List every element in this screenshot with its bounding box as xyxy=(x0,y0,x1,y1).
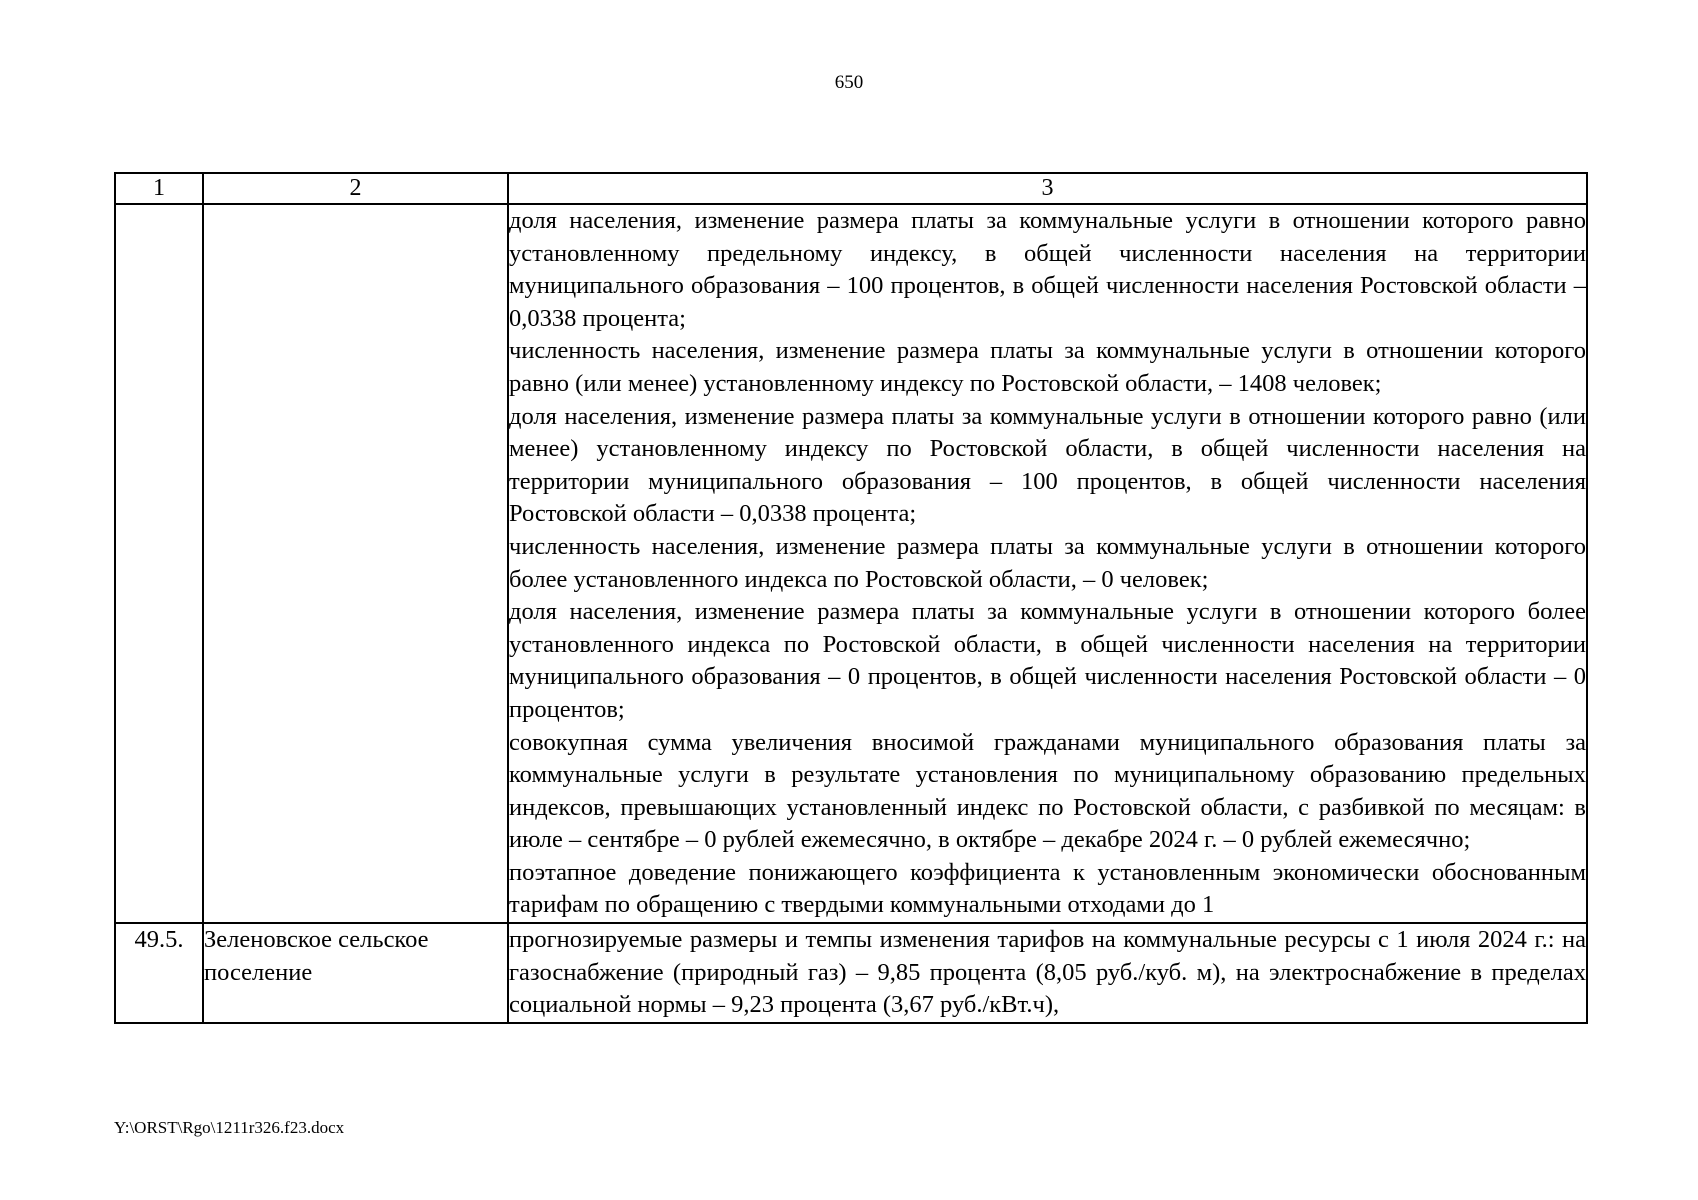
header-col-1: 1 xyxy=(115,173,203,204)
file-path-footer: Y:\ORST\Rgo\1211r326.f23.docx xyxy=(114,1118,345,1137)
paragraph: поэтапное доведение понижающего коэффициента к установленным экономически обоснованным тарифам по обращению с твердыми коммунальными отходами до 1 xyxy=(509,858,1586,919)
row-text-cell xyxy=(508,204,1587,923)
table-header-row xyxy=(115,173,1587,204)
paragraph: численность населения, изменение размера платы за коммунальные услуги в отношении которого более установленного индекса по Ростовской области, – 0 человек; xyxy=(509,532,1586,593)
header-col-3: 3 xyxy=(508,173,1587,204)
paragraph: прогнозируемые размеры и темпы изменения тарифов на коммунальные ресурсы с 1 июля 2024 г.: на газоснабжение (природный газ) – 9,85 процента (8,05 руб./куб. м), на электроснабжение в пределах социальной нормы – 9,23 процента (3,67 руб./кВт.ч), xyxy=(509,926,1586,1019)
paragraph: численность населения, изменение размера платы за коммунальные услуги в отношении которого равно (или менее) установленному индексу по Ростовской области, – 1408 человек; xyxy=(509,337,1586,397)
document-table xyxy=(114,172,1588,1024)
row-number-cell xyxy=(115,204,203,923)
row-number-cell: 49.5. xyxy=(115,923,203,1023)
page-number: 650 xyxy=(834,72,864,93)
paragraph: доля населения, изменение размера платы за коммунальные услуги в отношении которого равно (или менее) установленному индексу по Ростовской области, в общей численности населения на территории муниципального образования – 100 процентов, в общей численности населения Ростовской области – 0,0338 процента; xyxy=(509,402,1586,528)
row-name-cell: Зеленовское сельское поселение xyxy=(203,923,508,1023)
table-row xyxy=(115,923,1587,1023)
paragraph: совокупная сумма увеличения вносимой гражданами муниципального образования платы за коммунальные услуги в результате установления по муниципальному образованию предельных индексов, превышающих установленный индекс по Ростовской области, с разбивкой по месяцам: в июле – сентябре – 0 рублей ежемесячно, в октябре – декабре 2024 г. – 0 рублей ежемесячно; xyxy=(509,728,1586,854)
paragraph: доля населения, изменение размера платы за коммунальные услуги в отношении которого более установленного индекса по Ростовской области, в общей численности населения на территории муниципального образования – 0 процентов, в общей численности населения Ростовской области – 0 процентов; xyxy=(509,598,1586,723)
table-row xyxy=(115,204,1587,923)
row-name-cell xyxy=(203,204,508,923)
row-text-cell xyxy=(508,923,1587,1023)
paragraph: доля населения, изменение размера платы за коммунальные услуги в отношении которого равно установленному предельному индексу, в общей численности населения на территории муниципального образования – 100 процентов, в общей численности населения Ростовской области – 0,0338 процента; xyxy=(509,207,1586,332)
header-col-2: 2 xyxy=(203,173,508,204)
